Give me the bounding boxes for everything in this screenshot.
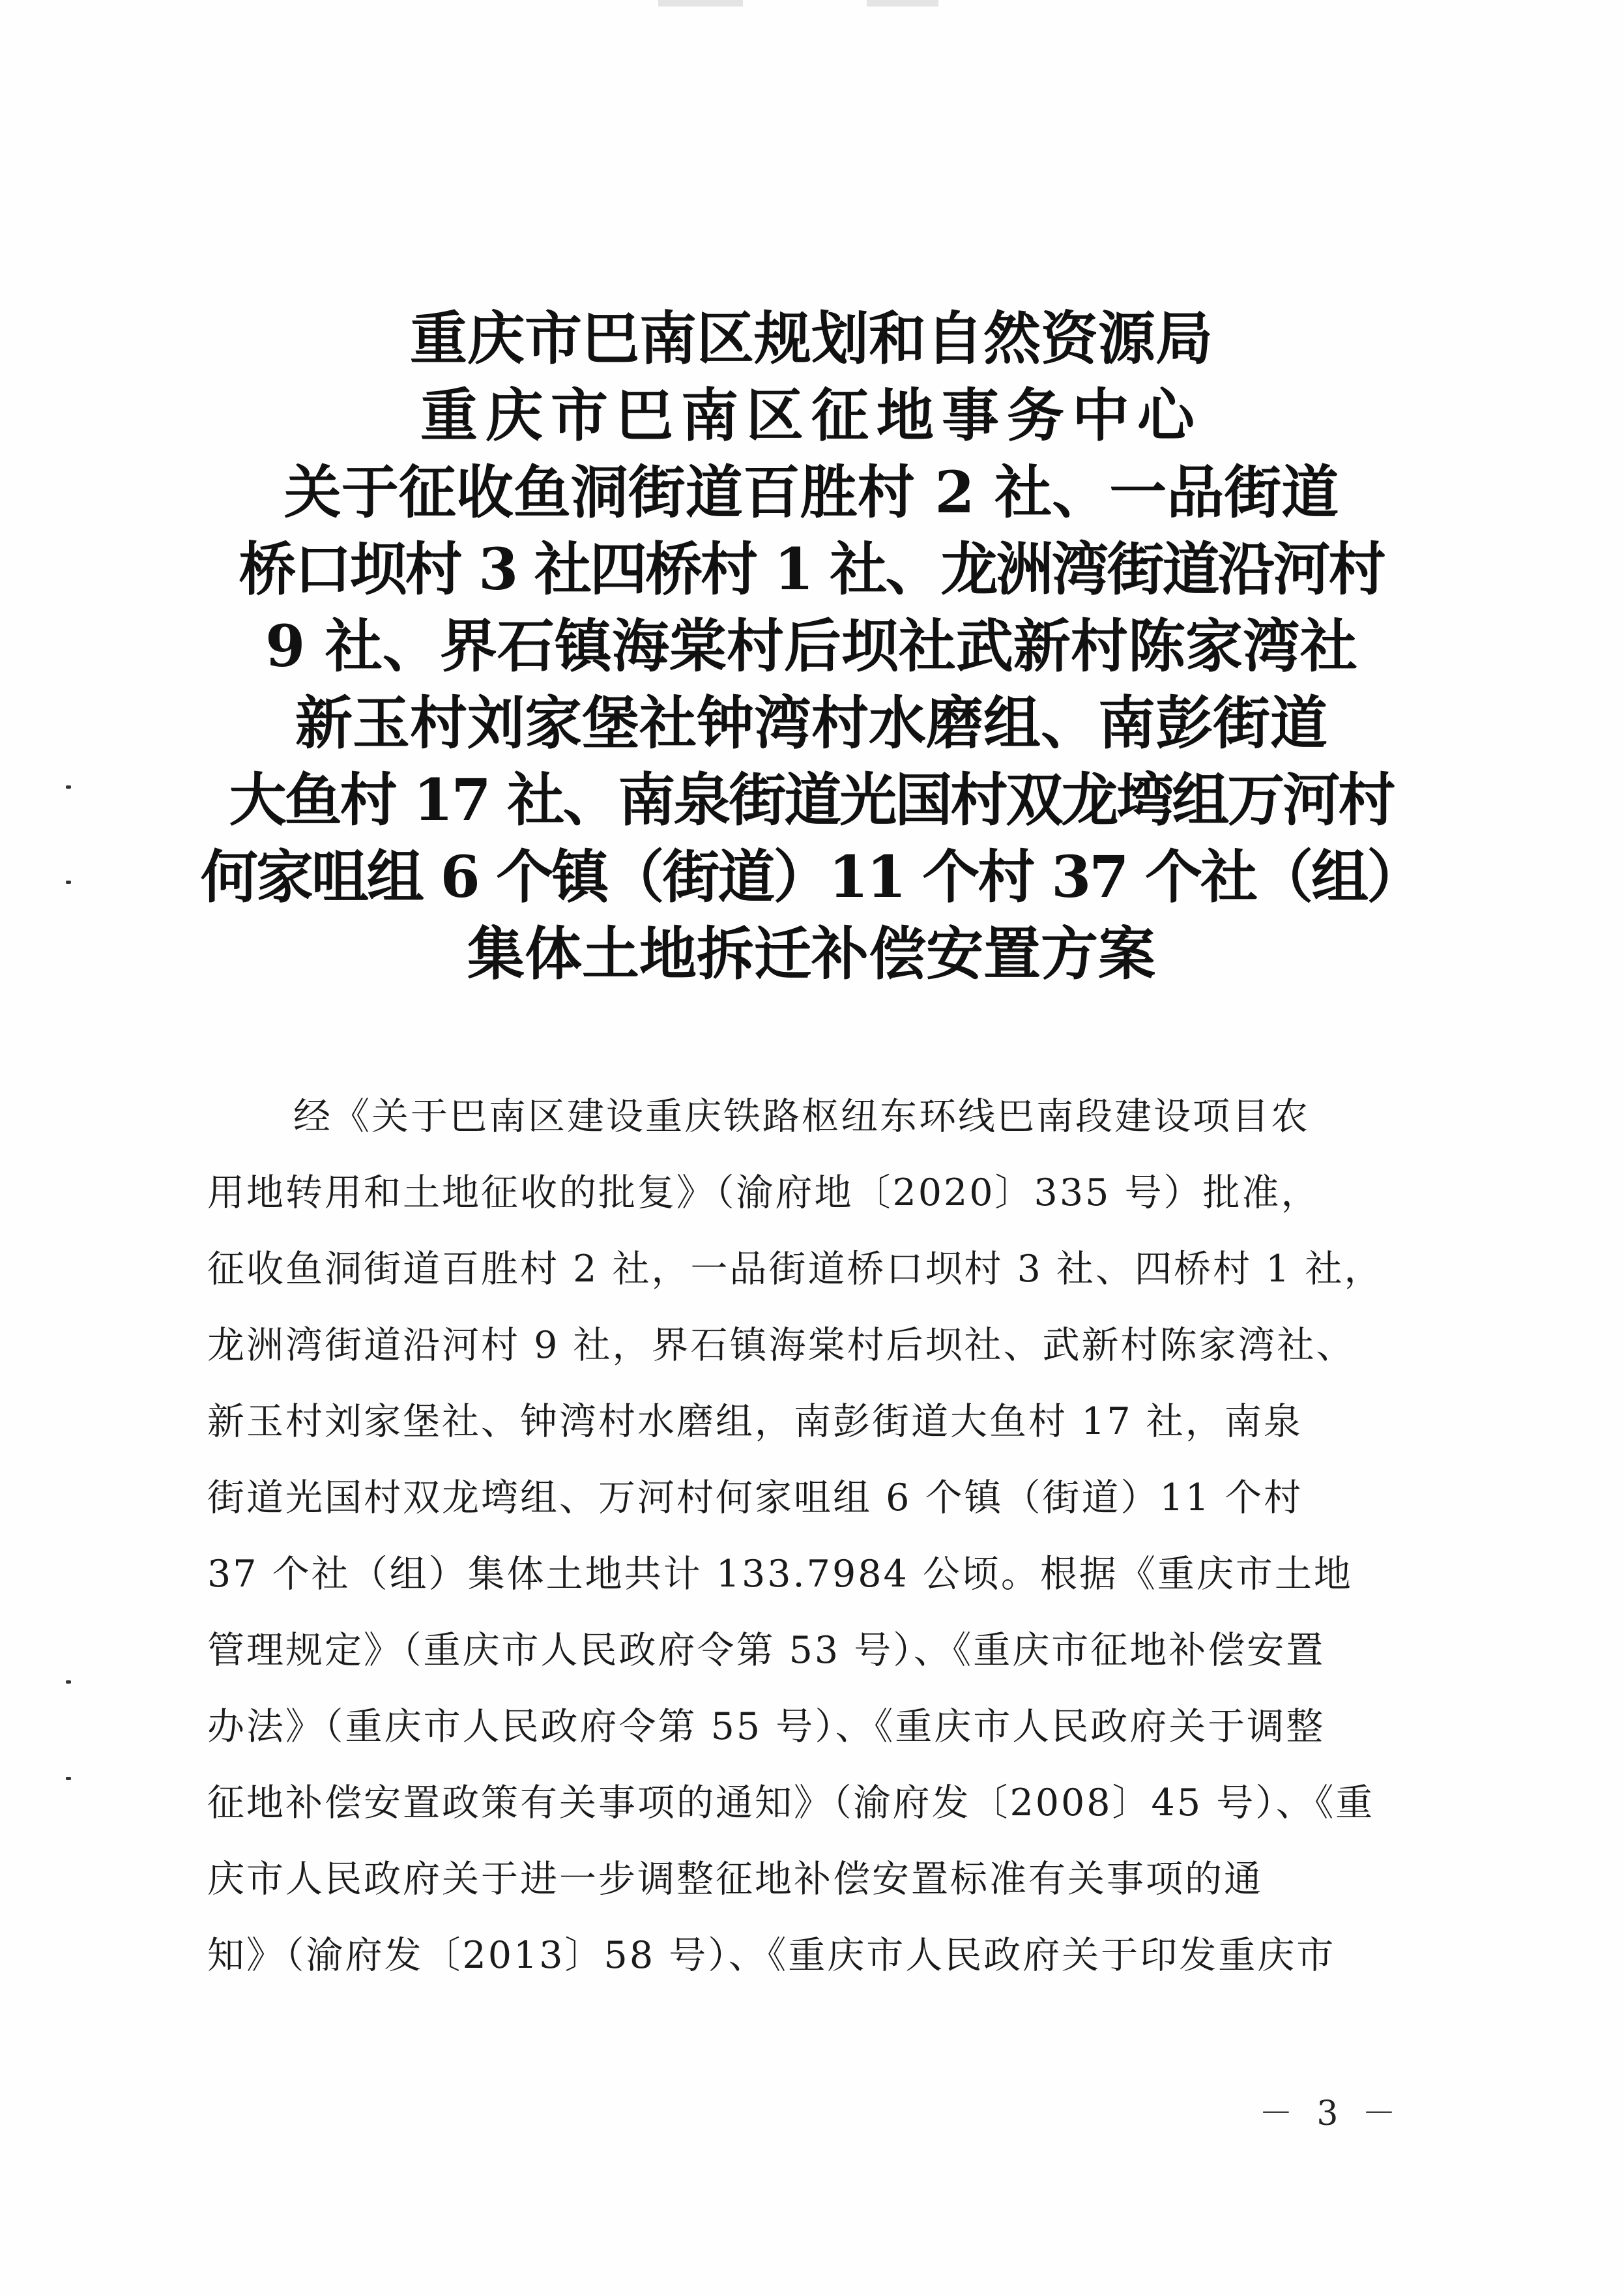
scan-artifact — [867, 0, 938, 7]
document-title — [163, 300, 1460, 992]
body-line: 知》（渝府发〔2013〕58 号）、《重庆市人民政府关于印发重庆市 — [207, 1934, 1336, 1977]
page-number: － 3 － — [1258, 2094, 1402, 2133]
body-line: 新玉村刘家堡社、钟湾村水磨组，南彭街道大鱼村 17 社，南泉 — [207, 1400, 1303, 1443]
body-line: 街道光国村双龙塆组、万河村何家咀组 6 个镇（街道）11 个村 — [207, 1476, 1303, 1519]
title-line: 重庆市巴南区规划和自然资源局 — [409, 304, 1213, 372]
binding-hole-mark — [66, 785, 71, 789]
body-line: 用地转用和土地征收的批复》（渝府地〔2020〕335 号）批准， — [207, 1171, 1320, 1214]
body-line: 37 个社（组）集体土地共计 133.7984 公顷。根据《重庆市土地 — [207, 1553, 1353, 1596]
title-line: 桥口坝村 3 社四桥村 1 社、龙洲湾街道沿河村 — [239, 535, 1384, 603]
body-line: 征收鱼洞街道百胜村 2 社，一品街道桥口坝村 3 社、四桥村 1 社， — [207, 1248, 1384, 1291]
title-line: 大鱼村 17 社、南泉街道光国村双龙塆组万河村 — [229, 766, 1394, 834]
title-line: 何家咀组 6 个镇（街道）11 个村 37 个社（组） — [200, 843, 1423, 911]
binding-hole-mark — [66, 1777, 71, 1780]
title-line: 9 社、界石镇海棠村后坝社武新村陈家湾社 — [265, 612, 1357, 680]
body-line: 管理规定》（重庆市人民政府令第 53 号）、《重庆市征地补偿安置 — [207, 1629, 1326, 1672]
title-line: 关于征收鱼洞街道百胜村 2 社、一品街道 — [283, 458, 1339, 526]
body-line: 经《关于巴南区建设重庆铁路枢纽东环线巴南段建设项目农 — [293, 1095, 1310, 1138]
body-line: 庆市人民政府关于进一步调整征地补偿安置标准有关事项的通 — [207, 1858, 1263, 1901]
body-line: 办法》（重庆市人民政府令第 55 号）、《重庆市人民政府关于调整 — [207, 1705, 1326, 1748]
body-line: 征地补偿安置政策有关事项的通知》（渝府发〔2008〕45 号）、《重 — [207, 1781, 1375, 1824]
binding-hole-mark — [66, 1680, 71, 1684]
body-paragraph — [207, 1079, 1419, 1994]
title-line: 重庆市巴南区征地事务中心 — [420, 381, 1202, 449]
title-line: 集体土地拆迁补偿安置方案 — [467, 920, 1155, 987]
title-line: 新玉村刘家堡社钟湾村水磨组、南彭街道 — [295, 689, 1327, 757]
scan-artifact — [658, 0, 743, 7]
body-line: 龙洲湾街道沿河村 9 社，界石镇海棠村后坝社、武新村陈家湾社、 — [207, 1324, 1356, 1367]
binding-hole-mark — [66, 881, 71, 884]
